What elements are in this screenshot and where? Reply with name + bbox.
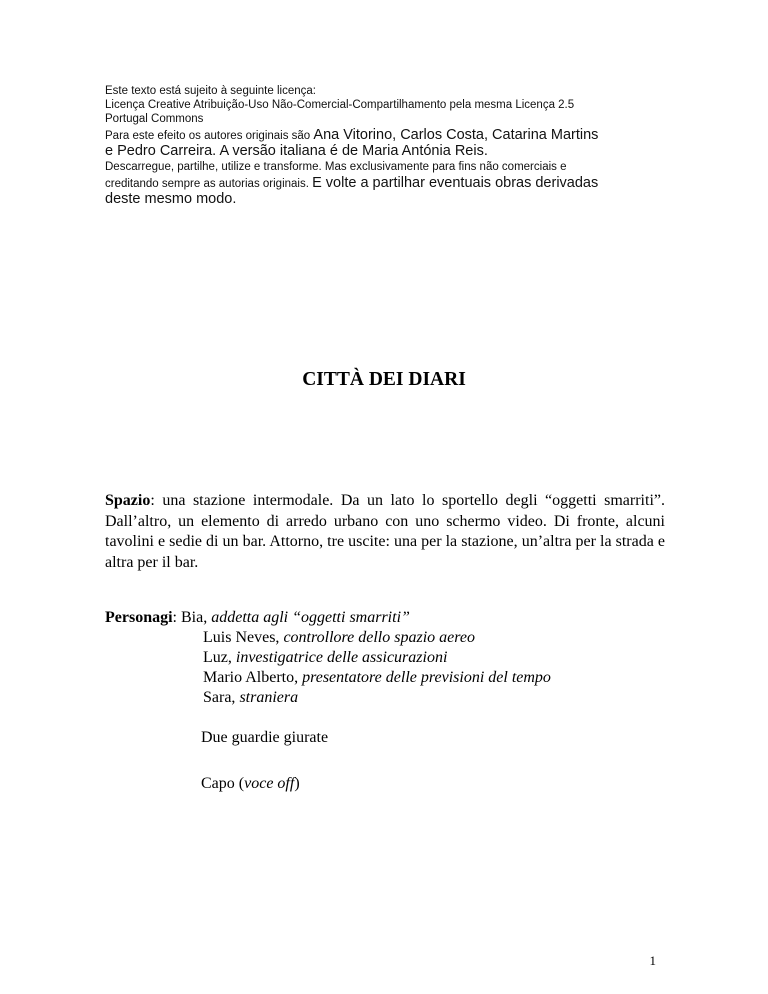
character-row — [105, 688, 551, 708]
setting-text: : una stazione intermodale. Da un lato lo sportello degli “oggetti smarriti”. Dall’altro, un elemento di arredo urbano con uno schermo video. Di fronte, alcuni tavolini e sedie di un bar. Attorno, tre uscite: una per la stazione, un’altra per la strada e altra per il bar. — [105, 492, 665, 571]
guards-entry: Due guardie giurate — [201, 729, 329, 746]
page-title: CITTÀ DEI DIARI — [302, 369, 466, 390]
characters-list — [105, 608, 551, 792]
character-role: straniera — [239, 689, 299, 706]
character-name: Sara, — [203, 689, 240, 706]
character-role: investigatrice delle assicurazioni — [235, 649, 448, 666]
boss-entry — [201, 774, 300, 794]
character-role: addetta agli “oggetti smarriti” — [211, 609, 410, 626]
character-role: presentatore delle previsioni del tempo — [302, 669, 551, 686]
characters-label: Personagi — [105, 609, 173, 626]
license-line — [105, 126, 675, 143]
license-line — [105, 174, 675, 191]
license-line: Descarregue, partilhe, utilize e transforme. Mas exclusivamente para fins não comerciais e — [105, 161, 567, 173]
boss-close: ) — [294, 775, 300, 792]
license-text-large: E volte a partilhar eventuais obras derivadas — [312, 175, 599, 191]
license-line: Este texto está sujeito à seguinte licença: — [105, 85, 316, 97]
character-row — [105, 628, 551, 648]
setting-label: Spazio — [105, 492, 151, 509]
character-name: Mario Alberto, — [203, 669, 303, 686]
boss-role: voce off — [244, 775, 295, 792]
license-text-small: creditando sempre as autorias originais. — [105, 178, 313, 190]
boss-name: Capo ( — [201, 775, 245, 792]
license-line: Licença Creative Atribuição-Uso Não-Comercial-Compartilhamento pela mesma Licença 2.5 — [105, 99, 575, 111]
page-number: 1 — [649, 953, 656, 968]
character-row — [105, 648, 551, 668]
character-row — [105, 668, 551, 688]
character-row — [105, 608, 551, 628]
character-name: Bia, — [181, 609, 212, 626]
characters-colon: : — [172, 609, 181, 626]
license-authors: Ana Vitorino, Carlos Costa, Catarina Martins — [313, 127, 599, 143]
character-name: Luz, — [203, 649, 236, 666]
license-line: Portugal Commons — [105, 113, 204, 125]
character-role: controllore dello spazio aereo — [283, 629, 475, 646]
license-line: deste mesmo modo. — [105, 191, 237, 207]
license-text-small: Para este efeito os autores originais são — [105, 130, 314, 142]
setting-paragraph — [105, 491, 665, 573]
license-line: e Pedro Carreira. A versão italiana é de Maria Antónia Reis. — [105, 143, 488, 159]
character-name: Luis Neves, — [203, 629, 284, 646]
license-notice — [105, 84, 675, 208]
